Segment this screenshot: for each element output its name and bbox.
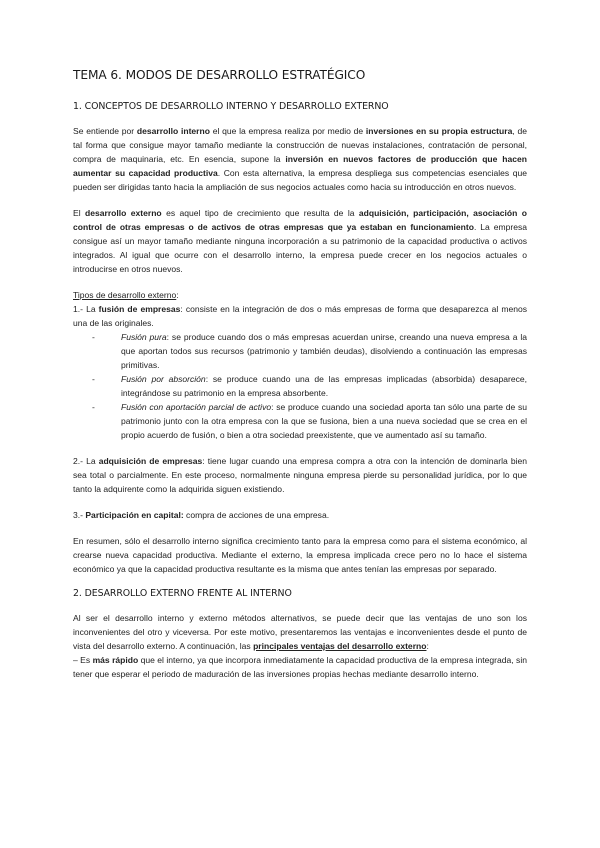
paragraph-desarrollo-externo: El desarrollo externo es aquel tipo de crecimiento que resulta de la adquisición, participación, asociación o control de otras empresas o de activos de otras empresas que ya estaban en funcionamiento. La empresa consigue así un mayor tamaño mediante ninguna incorporación a su patrimonio de la capacidad productiva o activos integrados. Al igual que ocurre con el desarrollo interno, la empresa puede crecer en los negocios actuales o introducirse en otros nuevos. (73, 208, 527, 274)
list-item: - Fusión con aportación parcial de activo: se produce cuando una sociedad aporta tan sólo una parte de su patrimonio junto con la otra empresa con la que se fusiona, bien a una nueva sociedad que se crea en el propio acuerdo de fusión, o bien a otra sociedad preexistente, que ve aumentado así su tamaño. (92, 402, 528, 440)
paragraph-desarrollo-interno: Se entiende por desarrollo interno el que la empresa realiza por medio de inversiones en su propia estructura, de tal forma que consigue mayor tamaño mediante la construcción de nuevas instalaciones, contratación de personal, compra de maquinaria, etc. En esencia, supone la inversión en nuevos factores de producción que hacen aumentar su capacidad productiva. Con esta alternativa, la empresa despliega sus competencias esenciales que pueden ser dirigidas tanto hacia la ampliación de sus negocios actuales como hacia su introducción en otros nuevos. (73, 126, 527, 192)
section-2-intro-paragraph: Al ser el desarrollo interno y externo métodos alternativos, se puede decir que las ventajas de uno son los inconvenientes del otro y viceversa. Por este motivo, presentaremos las ventajas e inconvenientes desde el punto de vista del desarrollo externo. A continuación, las principales ventajas del desarrollo externo: (73, 613, 527, 651)
section-1-heading: 1. CONCEPTOS DE DESARROLLO INTERNO Y DESARROLLO EXTERNO (73, 101, 389, 112)
section-2-heading: 2. DESARROLLO EXTERNO FRENTE AL INTERNO (73, 588, 292, 599)
fusion-types-list (73, 330, 527, 442)
page-title: TEMA 6. MODOS DE DESARROLLO ESTRATÉGICO (73, 68, 366, 82)
types-heading: Tipos de desarrollo externo: (73, 290, 179, 300)
document-page (73, 68, 527, 681)
summary-paragraph: En resumen, sólo el desarrollo interno significa crecimiento tanto para la empresa como para el sistema económico, al crearse nueva capacidad productiva. Mediante el externo, la empresa implicada crece pero no lo hace el sistema económico ya que la capacidad productiva resultante es la misma que antes tenían las empresas por separado. (73, 536, 527, 574)
participacion-paragraph: 3.- Participación en capital: compra de acciones de una empresa. (73, 510, 330, 520)
list-item: - Fusión por absorción: se produce cuando una de las empresas implicadas (absorbida) desaparece, integrándose su patrimonio en la empresa absorbente. (92, 374, 527, 398)
adquisicion-paragraph: 2.- La adquisición de empresas: tiene lugar cuando una empresa compra a otra con la intención de dominarla bien sea total o parcialmente. En este proceso, normalmente ninguna empresa pierde su personalidad jurídica, por lo que tanto la adquirente como la adquirida siguen existiendo. (73, 456, 527, 494)
fusion-paragraph: 1.- La fusión de empresas: consiste en la integración de dos o más empresas de forma que desaparezca al menos una de las originales. (73, 304, 527, 328)
list-item: - Fusión pura: se produce cuando dos o más empresas acuerdan unirse, creando una nueva empresa a la que aportan todos sus recursos (patrimonio y también deudas), disolviendo a continuación las empresas primitivas. (92, 332, 527, 370)
ventaja-rapidez-paragraph: – Es más rápido que el interno, ya que incorpora inmediatamente la capacidad productiva de la empresa integrada, sin tener que esperar el periodo de maduración de las inversiones propias hechas mediante desarrollo interno. (73, 655, 527, 679)
